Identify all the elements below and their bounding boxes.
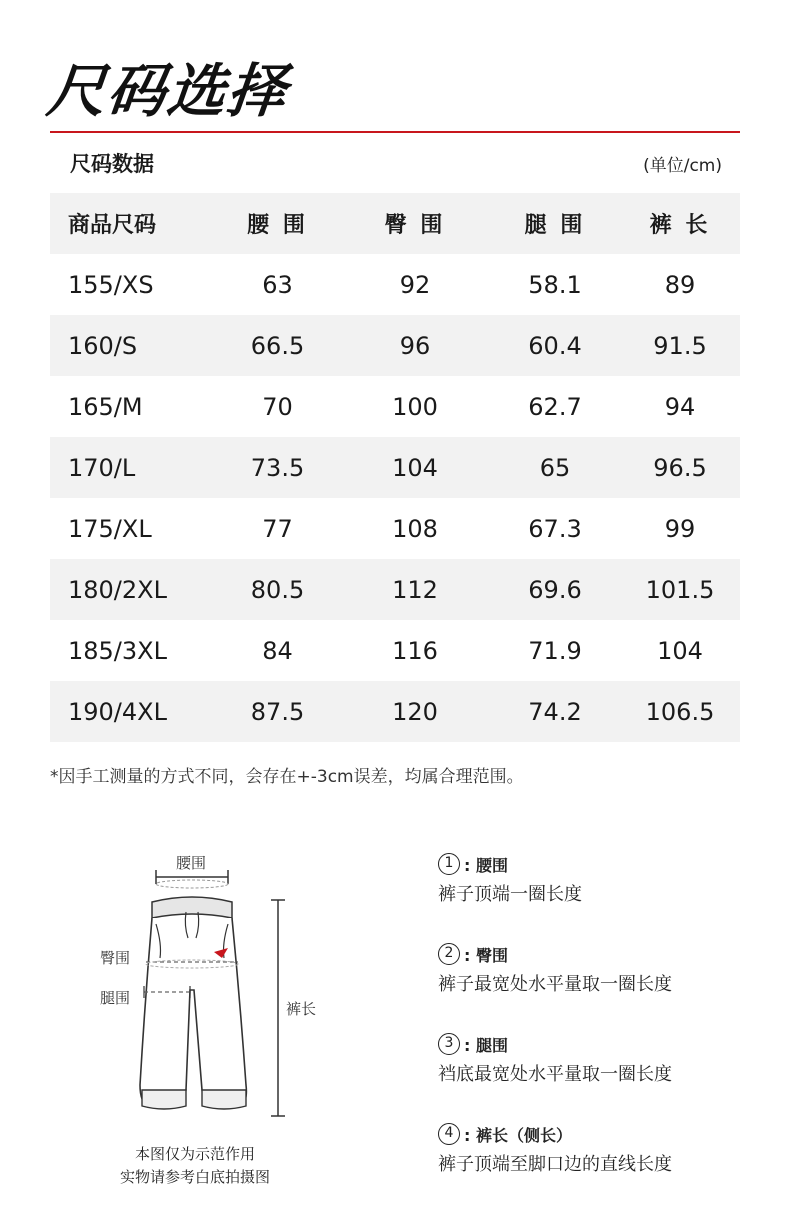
length-cell: 89 [664, 270, 696, 299]
thigh-cell: 62.7 [528, 392, 582, 421]
thigh-cell: 67.3 [528, 514, 582, 543]
definition-text: 裤子顶端一圈长度 [438, 884, 582, 905]
size-cell: 185/3XL [68, 636, 167, 665]
size-cell: 160/S [68, 331, 138, 360]
size-cell: 165/M [68, 392, 143, 421]
title-divider [50, 131, 740, 133]
measurement-definitions [438, 852, 758, 1212]
definition-text: 裤子顶端至脚口边的直线长度 [438, 1154, 672, 1175]
definition-item [438, 1032, 758, 1086]
length-cell: 96.5 [653, 453, 707, 482]
hip-cell: 104 [392, 453, 438, 482]
waist-cell: 80.5 [250, 575, 305, 604]
table-header-row [50, 193, 740, 254]
definition-title: : 臀围 [464, 945, 508, 965]
caption-line: 实物请参考白底拍摄图 [119, 1168, 270, 1186]
thigh-cell: 65 [539, 453, 571, 482]
section-heading: 尺码数据 [70, 152, 154, 176]
hip-cell: 120 [392, 697, 438, 726]
hip-cell: 108 [392, 514, 438, 543]
waist-cell: 73.5 [250, 453, 305, 482]
thigh-cell: 58.1 [528, 270, 582, 299]
length-cell: 106.5 [645, 697, 715, 726]
hip-label: 臀围 [100, 949, 131, 967]
header-waist: 腰 围 [247, 213, 308, 238]
length-cell: 104 [657, 636, 703, 665]
length-cell: 99 [664, 514, 696, 543]
number-circle-icon: 2 [438, 943, 460, 965]
waist-cell: 77 [262, 514, 293, 543]
length-cell: 91.5 [653, 331, 707, 360]
thigh-label: 腿围 [100, 989, 131, 1007]
table-row [50, 559, 740, 620]
thigh-cell: 71.9 [528, 636, 582, 665]
header-length: 裤 长 [649, 213, 711, 238]
size-cell: 175/XL [68, 514, 152, 543]
number-circle-icon: 4 [438, 1123, 460, 1145]
definition-title: : 裤长（侧长） [464, 1125, 572, 1145]
table-row [50, 620, 740, 681]
hip-cell: 116 [392, 636, 438, 665]
caption-line: 本图仅为示范作用 [134, 1145, 255, 1163]
number-circle-icon: 3 [438, 1033, 460, 1055]
thigh-cell: 69.6 [528, 575, 582, 604]
waist-cell: 63 [262, 270, 293, 299]
table-row [50, 681, 740, 742]
length-label: 裤长 [286, 1000, 317, 1018]
size-cell: 190/4XL [68, 697, 167, 726]
header-hip: 臀 围 [384, 213, 446, 238]
table-row [50, 254, 740, 315]
hip-cell: 92 [399, 270, 431, 299]
size-cell: 170/L [68, 453, 136, 482]
definition-text: 裤子最宽处水平量取一圈长度 [438, 974, 672, 995]
size-table [50, 193, 740, 742]
size-cell: 180/2XL [68, 575, 167, 604]
diagram-caption [100, 1143, 290, 1189]
length-cell: 101.5 [645, 575, 715, 604]
page-title: 尺码选择 [43, 57, 292, 125]
measurement-note: *因手工测量的方式不同，会存在+-3cm误差，均属合理范围。 [50, 767, 524, 787]
definition-item [438, 942, 758, 996]
header-size: 商品尺码 [68, 213, 157, 238]
thigh-cell: 60.4 [528, 331, 582, 360]
definition-item [438, 1122, 758, 1176]
table-row [50, 376, 740, 437]
hip-cell: 100 [392, 392, 438, 421]
waist-cell: 70 [262, 392, 293, 421]
size-cell: 155/XS [68, 270, 154, 299]
definition-title: : 腿围 [464, 1035, 508, 1055]
length-cell: 94 [664, 392, 696, 421]
definition-item [438, 852, 758, 906]
header-thigh: 腿 围 [524, 213, 586, 238]
waist-label: 腰围 [176, 854, 207, 872]
unit-label: (单位/cm) [643, 156, 722, 176]
thigh-cell: 74.2 [528, 697, 582, 726]
table-row [50, 315, 740, 376]
hip-cell: 96 [399, 331, 431, 360]
definition-text: 裆底最宽处水平量取一圈长度 [438, 1064, 672, 1085]
waist-cell: 87.5 [250, 697, 305, 726]
hip-cell: 112 [392, 575, 438, 604]
table-row [50, 437, 740, 498]
waist-cell: 66.5 [250, 331, 305, 360]
waist-cell: 84 [262, 636, 293, 665]
pants-diagram [90, 840, 350, 1120]
number-circle-icon: 1 [438, 853, 460, 875]
pants-illustration [90, 840, 350, 1120]
definition-title: : 腰围 [464, 855, 508, 875]
table-row [50, 498, 740, 559]
